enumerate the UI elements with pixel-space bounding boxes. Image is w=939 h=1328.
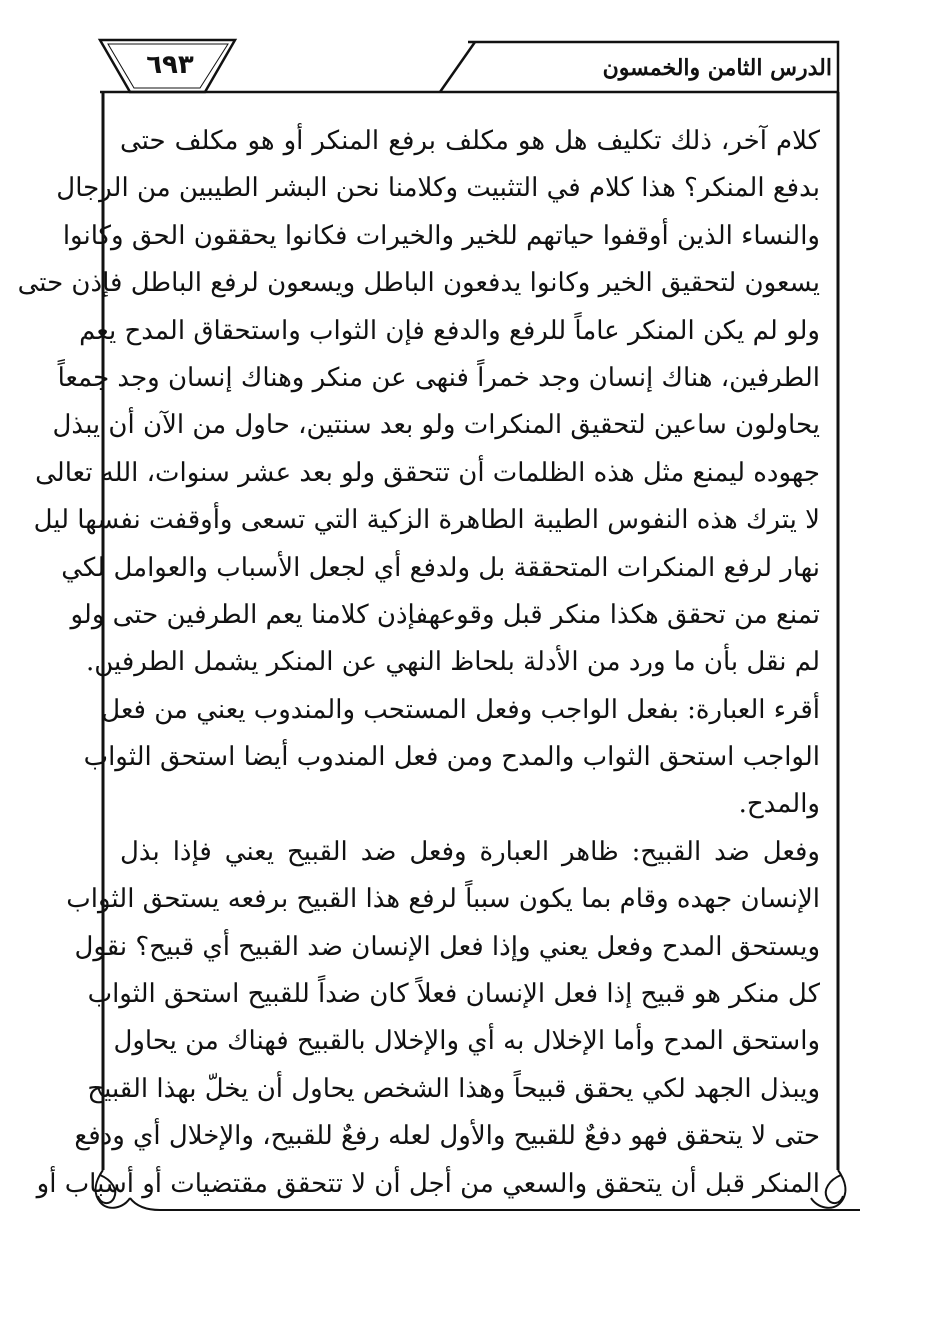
text-line: والنساء الذين أوقفوا حياتهم للخير والخيرات فكانوا يحققون الحق وكانوا: [62, 220, 820, 251]
text-line: يسعون لتحقيق الخير وكانوا يدفعون الباطل ويسعون لرفع الباطل فإذن حتى: [17, 268, 820, 299]
text-line: واستحق المدح وأما الإخلال به أي والإخلال بالقبيح فهناك من يحاول: [113, 1026, 820, 1057]
text-line: كل منكر هو قبيح إذا فعل الإنسان فعلاً كان ضداً للقبيح استحق الثواب: [87, 979, 820, 1010]
text-line: أقرء العبارة: بفعل الواجب وفعل المستحب والمندوب يعني من فعل: [101, 694, 820, 725]
text-line: ويبذل الجهد لكي يحقق قبيحاً وهذا الشخص يحاول أن يخلّ بهذا القبيح: [87, 1073, 820, 1104]
body-text: [17, 118, 820, 1208]
text-line: يحاولون ساعين لتحقيق المنكرات ولو بعد سنتين، حاول من الآن أن يبذل: [52, 410, 820, 441]
text-line: كلام آخر، ذلك تكليف هل هو مكلف برفع المنكر أو هو مكلف حتى: [120, 126, 820, 156]
text-line: حتى لا يتحقق فهو دفعٌ للقبيح والأول لعله رفعٌ للقبيح، والإخلال أي ودفع: [74, 1121, 820, 1152]
text-line: بدفع المنكر؟ هذا كلام في التثبيت وكلامنا نحن البشر الطيبين من الرجال: [56, 173, 820, 204]
text-line: وفعل ضد القبيح: ظاهر العبارة وفعل ضد القبيح يعني فإذا بذل: [120, 836, 820, 867]
text-line: لا يترك هذه النفوس الطيبة الطاهرة الزكية التي تسعى وأوقفت نفسها ليل: [33, 505, 820, 536]
chapter-title: الدرس الثامن والخمسون: [602, 55, 832, 81]
text-line: المنكر قبل أن يتحقق والسعي من أجل أن لا تتحقق مقتضيات أو أسباب أو: [36, 1168, 820, 1199]
page-number: ٦٩٣: [146, 50, 194, 80]
text-line: نهار لرفع المنكرات المتحققة بل ولدفع أي لجعل الأسباب والعوامل لكي: [61, 552, 820, 583]
text-line: الواجب استحق الثواب والمدح ومن فعل المندوب أيضا استحق الثواب: [83, 742, 820, 773]
text-line: تمنع من تحقق هكذا منكر قبل وقوعهفإذن كلامنا يعم الطرفين حتى ولو: [70, 599, 820, 630]
header-diagonal-left: [440, 42, 475, 92]
text-line: الطرفين، هناك إنسان وجد خمراً فنهى عن منكر وهناك إنسان وجد جمعاً: [57, 362, 820, 393]
text-line: ويستحق المدح وفعل يعني وإذا فعل الإنسان ضد القبيح أي قبيح؟ نقول: [74, 931, 820, 962]
text-line: والمدح.: [738, 789, 820, 820]
text-line: ولو لم يكن المنكر عاماً للرفع والدفع فإن الثواب واستحقاق المدح يعم: [79, 315, 820, 346]
text-line: جهوده ليمنع مثل هذه الظلمات أن تتحقق ولو بعد عشر سنوات، الله تعالى: [35, 457, 820, 488]
text-line: الإنسان جهده وقام بما يكون سبباً لرفع هذا القبيح برفعه يستحق الثواب: [66, 884, 820, 915]
text-line: لم نقل بأن ما ورد من الأدلة بلحاظ النهي عن المنكر يشمل الطرفين.: [85, 647, 820, 678]
